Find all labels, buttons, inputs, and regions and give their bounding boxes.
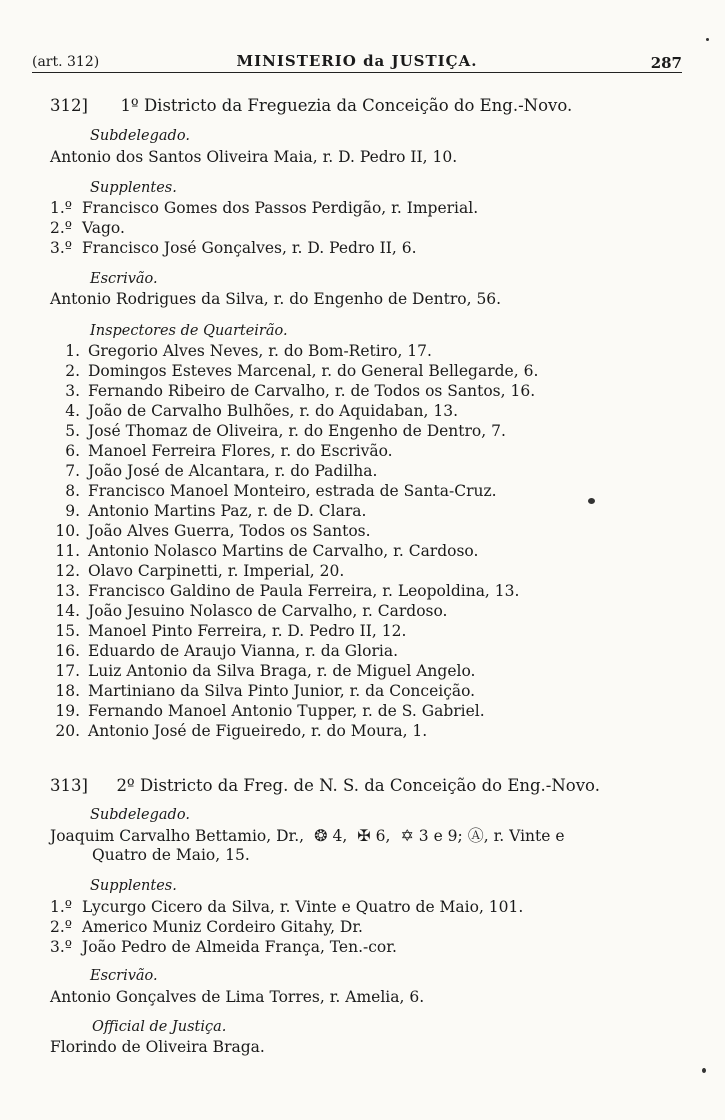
item-text: Manoel Pinto Ferreira, r. D. Pedro II, 12. bbox=[88, 622, 407, 640]
subdelegado-entry: Antonio dos Santos Oliveira Maia, r. D. Pedro II, 10. bbox=[50, 148, 458, 166]
item-text: Francisco Manoel Monteiro, estrada de Santa-Cruz. bbox=[88, 482, 497, 500]
item-number: 17. bbox=[55, 662, 80, 680]
item-number: 6. bbox=[65, 442, 80, 460]
list-item bbox=[50, 482, 497, 501]
cross-medal-icon: ✠ bbox=[352, 826, 371, 845]
list-item bbox=[50, 502, 366, 521]
item-number: 8. bbox=[65, 482, 80, 500]
official-entry: Florindo de Oliveira Braga. bbox=[50, 1038, 265, 1056]
section-title: 2º Districto da Freg. de N. S. da Conceição do Eng.-Novo. bbox=[116, 776, 600, 795]
item-number: 3.º bbox=[50, 938, 73, 956]
item-text: João Pedro de Almeida França, Ten.-cor. bbox=[82, 938, 397, 956]
escrivao-entry: Antonio Rodrigues da Silva, r. do Engenho de Dentro, 56. bbox=[50, 290, 502, 308]
supplentes-label: Supplentes. bbox=[90, 878, 177, 894]
item-text: Francisco Galdino de Paula Ferreira, r. Leopoldina, 13. bbox=[88, 582, 520, 600]
item-number: 2.º bbox=[50, 918, 73, 936]
item-text: Eduardo de Araujo Vianna, r. da Gloria. bbox=[88, 642, 398, 660]
list-item bbox=[50, 642, 398, 661]
escrivao-label: Escrivão. bbox=[90, 968, 158, 984]
list-item bbox=[50, 938, 397, 957]
item-text: Olavo Carpinetti, r. Imperial, 20. bbox=[88, 562, 345, 580]
page-number: 287 bbox=[650, 54, 682, 72]
item-text: João José de Alcantara, r. do Padilha. bbox=[88, 462, 378, 480]
list-item bbox=[50, 582, 519, 601]
list-item bbox=[50, 462, 377, 481]
list-item bbox=[50, 402, 458, 421]
subdelegado-entry: Joaquim Carvalho Bettamio, Dr., ❂ 4, ✠ 6, ✡ 3 e 9; Ⓐ, r. Vinte e bbox=[50, 826, 565, 845]
list-item bbox=[50, 602, 447, 621]
item-number: 2.º bbox=[50, 219, 73, 237]
item-number: 4. bbox=[65, 402, 80, 420]
item-text: Antonio José de Figueiredo, r. do Moura, 1. bbox=[88, 722, 428, 740]
list-item bbox=[50, 199, 478, 218]
list-item bbox=[50, 442, 393, 461]
item-text: Domingos Esteves Marcenal, r. do General Bellegarde, 6. bbox=[88, 362, 539, 380]
item-text: João de Carvalho Bulhões, r. do Aquidaban, 13. bbox=[88, 402, 459, 420]
list-item bbox=[50, 562, 344, 581]
item-number: 1.º bbox=[50, 199, 73, 217]
item-text: Francisco Gomes dos Passos Perdigão, r. Imperial. bbox=[82, 199, 479, 217]
list-item bbox=[50, 522, 371, 541]
list-item bbox=[50, 918, 363, 937]
item-number: 14. bbox=[55, 602, 80, 620]
item-text: Antonio Martins Paz, r. de D. Clara. bbox=[88, 502, 367, 520]
subdelegado-label: Subdelegado. bbox=[90, 807, 190, 823]
item-number: 1. bbox=[65, 342, 80, 360]
list-item bbox=[50, 362, 538, 381]
item-number: 2. bbox=[65, 362, 80, 380]
list-item bbox=[50, 239, 417, 258]
inspectores-label: Inspectores de Quarteirão. bbox=[90, 323, 288, 339]
item-text: Fernando Ribeiro de Carvalho, r. de Todos os Santos, 16. bbox=[88, 382, 536, 400]
item-number: 16. bbox=[55, 642, 80, 660]
subdelegado-address: Quatro de Maio, 15. bbox=[92, 846, 250, 864]
item-number: 10. bbox=[55, 522, 80, 540]
ink-speck bbox=[588, 498, 595, 504]
item-number: 1.º bbox=[50, 898, 73, 916]
item-text: Gregorio Alves Neves, r. do Bom-Retiro, 17. bbox=[88, 342, 432, 360]
item-text: José Thomaz de Oliveira, r. do Engenho de Dentro, 7. bbox=[88, 422, 506, 440]
ministry-title: MINISTERIO da JUSTIÇA. bbox=[236, 52, 478, 70]
section-title: 1º Districto da Freguezia da Conceição do Eng.-Novo. bbox=[120, 96, 573, 115]
item-text: Antonio Nolasco Martins de Carvalho, r. Cardoso. bbox=[88, 542, 479, 560]
ink-speck bbox=[702, 1068, 706, 1073]
item-text: João Alves Guerra, Todos os Santos. bbox=[88, 522, 371, 540]
supplentes-label: Supplentes. bbox=[90, 180, 177, 196]
section-313-heading bbox=[50, 776, 600, 795]
article-ref: (art. 312) bbox=[32, 54, 100, 70]
item-text: Luiz Antonio da Silva Braga, r. de Miguel Angelo. bbox=[88, 662, 476, 680]
badge-circle-icon: ❂ bbox=[309, 826, 328, 845]
running-header bbox=[32, 52, 682, 73]
list-item bbox=[50, 898, 523, 917]
section-number: 313] bbox=[50, 776, 88, 795]
list-item bbox=[50, 722, 427, 741]
item-text: Americo Muniz Cordeiro Gitahy, Dr. bbox=[82, 918, 363, 936]
item-number: 5. bbox=[65, 422, 80, 440]
list-item bbox=[50, 422, 506, 441]
item-number: 3. bbox=[65, 382, 80, 400]
circled-a-icon: Ⓐ bbox=[467, 826, 484, 845]
item-number: 13. bbox=[55, 582, 80, 600]
item-text: Martiniano da Silva Pinto Junior, r. da Conceição. bbox=[88, 682, 476, 700]
item-number: 12. bbox=[55, 562, 80, 580]
item-number: 15. bbox=[55, 622, 80, 640]
list-item bbox=[50, 219, 125, 238]
section-number: 312] bbox=[50, 96, 88, 115]
item-text: João Jesuino Nolasco de Carvalho, r. Cardoso. bbox=[88, 602, 448, 620]
item-number: 18. bbox=[55, 682, 80, 700]
list-item bbox=[50, 382, 535, 401]
list-item bbox=[50, 702, 485, 721]
item-text: Lycurgo Cicero da Silva, r. Vinte e Quatro de Maio, 101. bbox=[82, 898, 524, 916]
star-icon: ✡ bbox=[395, 826, 414, 845]
item-number: 3.º bbox=[50, 239, 73, 257]
item-text: Francisco José Gonçalves, r. D. Pedro II, 6. bbox=[82, 239, 417, 257]
list-item bbox=[50, 662, 475, 681]
item-text: Vago. bbox=[82, 219, 125, 237]
section-312-heading bbox=[50, 96, 572, 115]
item-number: 19. bbox=[55, 702, 80, 720]
item-number: 7. bbox=[65, 462, 80, 480]
list-item bbox=[50, 622, 406, 641]
escrivao-entry: Antonio Gonçalves de Lima Torres, r. Amelia, 6. bbox=[50, 988, 425, 1006]
ink-speck bbox=[706, 38, 709, 41]
subdelegado-label: Subdelegado. bbox=[90, 128, 190, 144]
item-number: 11. bbox=[55, 542, 80, 560]
item-number: 20. bbox=[55, 722, 80, 740]
list-item bbox=[50, 542, 478, 561]
item-number: 9. bbox=[65, 502, 80, 520]
list-item bbox=[50, 342, 432, 361]
escrivao-label: Escrivão. bbox=[90, 271, 158, 287]
item-text: Fernando Manoel Antonio Tupper, r. de S. Gabriel. bbox=[88, 702, 485, 720]
official-label: Official de Justiça. bbox=[92, 1019, 227, 1035]
item-text: Manoel Ferreira Flores, r. do Escrivão. bbox=[88, 442, 393, 460]
list-item bbox=[50, 682, 475, 701]
